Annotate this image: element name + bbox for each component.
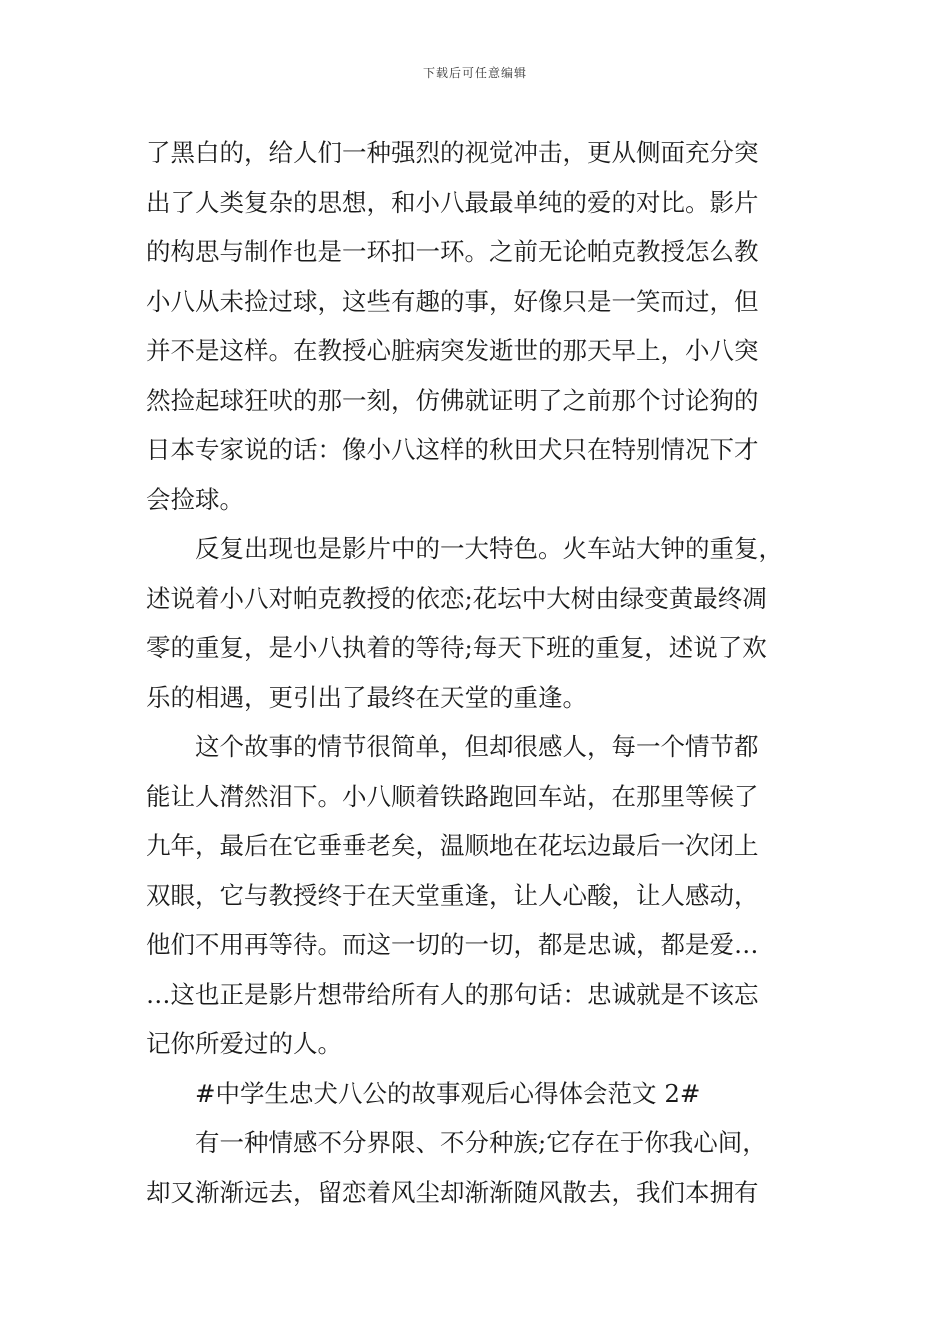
text-line: 的构思与制作也是一环扣一环。之前无论帕克教授怎么教 (146, 237, 759, 266)
text-line: 乐的相遇，更引出了最终在天堂的重逢。 (146, 682, 587, 712)
text-line: 他们不用再等待。而这一切的一切，都是忠诚，都是爱… (146, 930, 759, 959)
text-line: 述说着小八对帕克教授的依恋;花坛中大树由绿变黄最终凋 (146, 583, 767, 613)
page-header: 下载后可任意编辑 (422, 66, 527, 80)
text-line: 然捡起球狂吠的那一刻，仿佛就证明了之前那个讨论狗的 (146, 385, 759, 415)
paragraph-first-line: 这个故事的情节很简单，但却很感人，每一个情节都 (195, 732, 759, 761)
text-line: 九年，最后在它垂垂老矣，温顺地在花坛边最后一次闭上 (146, 831, 759, 860)
paragraph-first-line: 反复出现也是影片中的一大特色。火车站大钟的重复， (195, 534, 783, 563)
text-line: 零的重复，是小八执着的等待;每天下班的重复，述说了欢 (146, 633, 767, 662)
text-line: 并不是这样。在教授心脏病突发逝世的那天早上，小八突 (146, 336, 759, 365)
text-line: 日本专家说的话：像小八这样的秋田犬只在特别情况下才 (146, 435, 759, 464)
section-heading: #中学生忠犬八公的故事观后心得体会范文 2# (195, 1078, 701, 1108)
text-line: 小八从未捡过球，这些有趣的事，好像只是一笑而过，但 (146, 286, 759, 316)
text-line: 了黑白的，给人们一种强烈的视觉冲击，更从侧面充分突 (146, 138, 759, 167)
text-line: 却又渐渐远去，留恋着风尘却渐渐随风散去，我们本拥有 (146, 1177, 759, 1207)
document-body (146, 128, 836, 1217)
text-line: 会捡球。 (146, 484, 244, 514)
text-line: 双眼，它与教授终于在天堂重逢，让人心酸，让人感动， (146, 880, 759, 910)
paragraph-first-line: 有一种情感不分界限、不分种族;它存在于你我心间， (195, 1128, 767, 1157)
text-line: 能让人潸然泪下。小八顺着铁路跑回车站，在那里等候了 (146, 781, 759, 811)
text-line: 记你所爱过的人。 (146, 1029, 342, 1058)
text-line: …这也正是影片想带给所有人的那句话：忠诚就是不该忘 (146, 979, 759, 1009)
text-line: 出了人类复杂的思想，和小八最最单纯的爱的对比。影片 (146, 187, 759, 217)
